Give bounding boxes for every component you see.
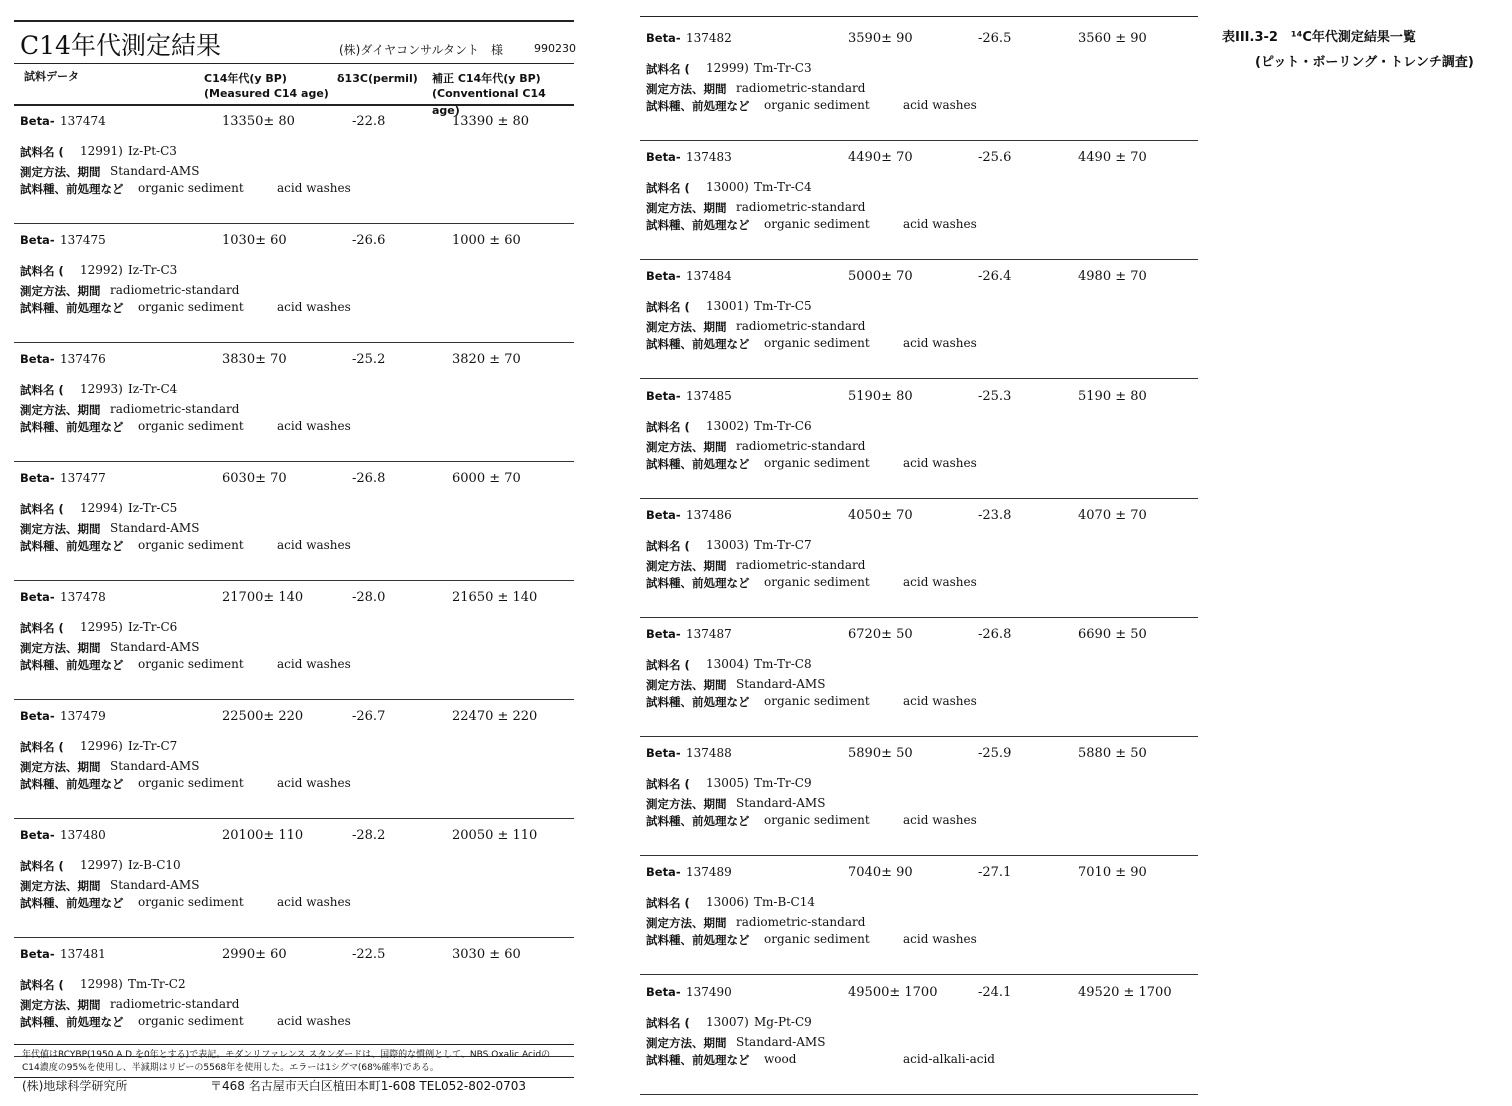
pretreatment-value: acid washes xyxy=(277,657,351,671)
material-label: 試料種、前処理など xyxy=(646,933,750,948)
material-value: organic sediment xyxy=(764,694,870,708)
beta-id: 137474 xyxy=(60,114,106,128)
footnote-line-1: 年代値はRCYBP(1950 A.D.を0年とする)で表記。モダンリファレンス スタンダードは、国際的な慣例として、NBS Oxalic Acidの xyxy=(22,1050,551,1060)
material-value: organic sediment xyxy=(764,455,870,470)
beta-label: Beta- xyxy=(20,947,55,961)
d13c-value: -27.1 xyxy=(978,865,1012,881)
sample-name: Iz-B-C10 xyxy=(128,858,181,872)
measured-age: 49500± 1700 xyxy=(848,984,938,1000)
sample-number: 12996) xyxy=(80,739,123,753)
sample-name: Mg-Pt-C9 xyxy=(754,1014,812,1029)
beta-id: 137475 xyxy=(60,233,106,247)
table-caption: 表III.3-2 ¹⁴C年代測定結果一覧 xyxy=(1222,30,1416,45)
sample-name-label: 試料名 ( xyxy=(20,264,64,278)
method-value: radiometric-standard xyxy=(736,915,866,930)
sample-name-label: 試料名 ( xyxy=(20,978,64,992)
measured-age: 22500± 220 xyxy=(222,709,304,724)
d13c-value: -25.9 xyxy=(978,746,1012,762)
sample-name-label: 試料名 ( xyxy=(20,383,64,397)
pretreatment-value: acid washes xyxy=(903,336,977,351)
material-value: organic sediment xyxy=(764,217,870,232)
measured-age: 20100± 110 xyxy=(222,828,304,843)
d13c-value: -26.6 xyxy=(352,233,386,248)
sample-name-label: 試料名 ( xyxy=(646,777,690,792)
record-separator xyxy=(640,855,1198,856)
measured-age: 21700± 140 xyxy=(222,590,304,605)
material-label: 試料種、前処理など xyxy=(20,1015,124,1029)
method-value: Standard-AMS xyxy=(110,878,200,892)
sample-name: Iz-Tr-C4 xyxy=(128,382,178,396)
method-label: 測定方法、期間 xyxy=(20,165,101,179)
material-value: organic sediment xyxy=(138,657,244,671)
d13c-value: -22.5 xyxy=(352,947,386,962)
sample-name: Iz-Tr-C6 xyxy=(128,620,178,634)
table-subcaption: (ピット・ボーリング・トレンチ調査) xyxy=(1255,55,1474,70)
header-conv-sub: (Conventional C14 age) xyxy=(432,87,546,117)
record-separator xyxy=(640,140,1198,141)
measured-age: 5000± 70 xyxy=(848,269,913,285)
pretreatment-value: acid washes xyxy=(903,813,977,828)
beta-id: 137489 xyxy=(686,865,732,880)
sample-record xyxy=(14,820,574,938)
pretreatment-value: acid washes xyxy=(903,694,977,708)
beta-label: Beta- xyxy=(646,865,681,880)
method-value: Standard-AMS xyxy=(110,759,200,773)
header-sample: 試料データ xyxy=(24,70,79,83)
method-value: radiometric-standard xyxy=(736,81,866,95)
sample-record xyxy=(14,463,574,581)
conventional-age: 6690 ± 50 xyxy=(1078,627,1147,642)
conventional-age: 21650 ± 140 xyxy=(452,590,538,605)
conventional-age: 20050 ± 110 xyxy=(452,828,538,843)
record-separator xyxy=(640,974,1198,975)
pretreatment-value: acid washes xyxy=(277,181,351,195)
material-label: 試料種、前処理など xyxy=(646,814,750,829)
material-label: 試料種、前処理など xyxy=(646,218,750,233)
conventional-age: 1000 ± 60 xyxy=(452,233,521,248)
record-separator xyxy=(14,580,574,581)
record-separator xyxy=(14,818,574,819)
method-value: radiometric-standard xyxy=(736,438,866,453)
method-label: 測定方法、期間 xyxy=(646,797,727,812)
sample-name-label: 試料名 ( xyxy=(646,300,690,315)
record-separator xyxy=(640,1094,1198,1095)
record-separator xyxy=(14,699,574,700)
sample-number: 12998) xyxy=(80,977,123,991)
sample-name: Tm-Tr-C9 xyxy=(754,776,812,791)
material-label: 試料種、前処理など xyxy=(20,896,124,910)
material-label: 試料種、前処理など xyxy=(20,777,124,791)
beta-id: 137487 xyxy=(686,627,732,641)
material-label: 試料種、前処理など xyxy=(646,575,750,590)
material-label: 試料種、前処理など xyxy=(646,99,750,113)
material-value: organic sediment xyxy=(138,300,244,314)
sample-name-label: 試料名 ( xyxy=(20,502,64,516)
material-label: 試料種、前処理など xyxy=(646,695,750,709)
pretreatment-value: acid washes xyxy=(277,419,351,433)
conventional-age: 3560 ± 90 xyxy=(1078,31,1147,46)
sample-name-label: 試料名 ( xyxy=(646,538,690,553)
method-value: Standard-AMS xyxy=(110,640,200,654)
measured-age: 13350± 80 xyxy=(222,114,295,129)
method-label: 測定方法、期間 xyxy=(20,403,101,417)
method-value: radiometric-standard xyxy=(736,200,866,215)
footnote-rule xyxy=(14,1044,574,1045)
beta-label: Beta- xyxy=(20,590,55,604)
d13c-value: -26.4 xyxy=(978,269,1012,285)
measured-age: 5190± 80 xyxy=(848,388,913,404)
conventional-age: 7010 ± 90 xyxy=(1078,865,1147,881)
material-label: 試料種、前処理など xyxy=(20,539,124,553)
beta-label: Beta- xyxy=(20,114,55,128)
method-label: 測定方法、期間 xyxy=(20,879,101,893)
material-value: organic sediment xyxy=(764,574,870,589)
sample-record xyxy=(640,23,1198,141)
sample-record xyxy=(640,261,1198,379)
conventional-age: 5880 ± 50 xyxy=(1078,746,1147,762)
sample-number: 13002) xyxy=(706,418,749,433)
sample-name: Tm-Tr-C8 xyxy=(754,657,812,671)
sample-record xyxy=(14,225,574,343)
conventional-age: 4980 ± 70 xyxy=(1078,269,1147,285)
sample-name-label: 試料名 ( xyxy=(646,62,690,76)
sample-record xyxy=(14,701,574,819)
conventional-age: 13390 ± 80 xyxy=(452,114,530,129)
sample-name: Iz-Pt-C3 xyxy=(128,144,177,158)
top-rule xyxy=(14,20,574,22)
sample-record xyxy=(14,344,574,462)
measured-age: 5890± 50 xyxy=(848,746,913,762)
conventional-age: 3820 ± 70 xyxy=(452,352,521,367)
method-value: Standard-AMS xyxy=(110,521,200,535)
method-value: radiometric-standard xyxy=(736,557,866,572)
material-label: 試料種、前処理など xyxy=(20,301,124,315)
method-label: 測定方法、期間 xyxy=(20,641,101,655)
method-label: 測定方法、期間 xyxy=(20,760,101,774)
beta-label: Beta- xyxy=(20,352,55,366)
record-separator xyxy=(14,461,574,462)
beta-id: 137477 xyxy=(60,471,106,485)
sample-record xyxy=(640,738,1198,856)
beta-id: 137485 xyxy=(686,388,732,403)
material-label: 試料種、前処理など xyxy=(646,1052,750,1067)
sample-name-label: 試料名 ( xyxy=(646,658,690,672)
method-value: radiometric-standard xyxy=(736,319,866,334)
sample-number: 13007) xyxy=(706,1014,749,1029)
beta-label: Beta- xyxy=(20,828,55,842)
sample-name: Iz-Tr-C5 xyxy=(128,501,178,515)
sample-number: 13004) xyxy=(706,657,749,671)
sample-number: 13006) xyxy=(706,895,749,910)
beta-id: 137480 xyxy=(60,828,106,842)
beta-id: 137478 xyxy=(60,590,106,604)
method-value: Standard-AMS xyxy=(736,796,826,811)
sample-record xyxy=(14,106,574,224)
beta-id: 137482 xyxy=(686,31,732,45)
sample-name: Tm-Tr-C2 xyxy=(128,977,186,991)
d13c-value: -26.7 xyxy=(352,709,386,724)
record-separator xyxy=(640,617,1198,618)
conventional-age: 6000 ± 70 xyxy=(452,471,521,486)
sample-record xyxy=(640,381,1198,499)
beta-label: Beta- xyxy=(20,233,55,247)
report-date: 990230 xyxy=(534,42,576,55)
sample-number: 13000) xyxy=(706,180,749,195)
sample-number: 12994) xyxy=(80,501,123,515)
material-value: organic sediment xyxy=(138,776,244,790)
header-conv: 補正 C14年代(y BP) xyxy=(432,72,541,85)
conventional-age: 4490 ± 70 xyxy=(1078,150,1147,166)
right-page xyxy=(640,0,1198,1106)
conventional-age: 5190 ± 80 xyxy=(1078,388,1147,404)
header-d13c: δ13C(permil) xyxy=(337,72,418,85)
measured-age: 4050± 70 xyxy=(848,507,913,523)
material-value: organic sediment xyxy=(138,538,244,552)
sample-name-label: 試料名 ( xyxy=(646,1015,690,1030)
record-separator xyxy=(14,342,574,343)
sample-record xyxy=(640,857,1198,975)
d13c-value: -26.8 xyxy=(978,627,1012,642)
measured-age: 7040± 90 xyxy=(848,865,913,881)
conventional-age: 3030 ± 60 xyxy=(452,947,521,962)
beta-id: 137481 xyxy=(60,947,106,961)
method-label: 測定方法、期間 xyxy=(20,284,101,298)
d13c-value: -25.6 xyxy=(978,150,1012,166)
sample-name-label: 試料名 ( xyxy=(20,740,64,754)
sample-name-label: 試料名 ( xyxy=(20,621,64,635)
sample-name-label: 試料名 ( xyxy=(646,896,690,911)
pretreatment-value: acid washes xyxy=(903,932,977,947)
pretreatment-value: acid washes xyxy=(277,300,351,314)
lab-name: (株)地球科学研究所 xyxy=(22,1079,128,1093)
pretreatment-value: acid washes xyxy=(903,455,977,470)
sample-number: 13003) xyxy=(706,537,749,552)
material-value: organic sediment xyxy=(138,1014,244,1028)
sample-record xyxy=(14,582,574,700)
right-top-rule xyxy=(640,16,1198,17)
page-title: C14年代測定結果 xyxy=(20,31,221,60)
measured-age: 4490± 70 xyxy=(848,150,913,166)
sample-number: 12995) xyxy=(80,620,123,634)
beta-label: Beta- xyxy=(20,471,55,485)
material-value: organic sediment xyxy=(138,895,244,909)
material-label: 試料種、前処理など xyxy=(646,337,750,352)
pretreatment-value: acid washes xyxy=(277,1014,351,1028)
pretreatment-value: acid washes xyxy=(903,98,977,112)
conventional-age: 4070 ± 70 xyxy=(1078,507,1147,523)
material-value: wood xyxy=(764,1051,797,1066)
d13c-value: -24.1 xyxy=(978,984,1012,1000)
pretreatment-value: acid washes xyxy=(903,217,977,232)
measured-age: 6030± 70 xyxy=(222,471,287,486)
beta-label: Beta- xyxy=(646,984,681,999)
beta-id: 137476 xyxy=(60,352,106,366)
footnote-line-2: C14濃度の95%を使用し、半減期はリビーの5568年を使用した。エラーは1シグマ(68%確率)である。 xyxy=(22,1063,439,1073)
sample-record xyxy=(640,142,1198,260)
sample-name: Tm-Tr-C5 xyxy=(754,299,812,314)
pretreatment-value: acid washes xyxy=(277,538,351,552)
record-separator xyxy=(640,259,1198,260)
lab-address: 〒468 名古屋市天白区植田本町1-608 TEL052-802-0703 xyxy=(210,1079,527,1093)
record-separator xyxy=(640,378,1198,379)
method-label: 測定方法、期間 xyxy=(20,522,101,536)
sample-name-label: 試料名 ( xyxy=(20,145,64,159)
sample-name: Tm-B-C14 xyxy=(754,895,815,910)
measured-age: 3590± 90 xyxy=(848,31,913,46)
sample-number: 12993) xyxy=(80,382,123,396)
d13c-value: -25.2 xyxy=(352,352,386,367)
beta-label: Beta- xyxy=(646,150,681,165)
material-label: 試料種、前処理など xyxy=(646,456,750,471)
method-value: radiometric-standard xyxy=(110,402,240,416)
pretreatment-value: acid washes xyxy=(903,574,977,589)
material-label: 試料種、前処理など xyxy=(20,420,124,434)
d13c-value: -28.2 xyxy=(352,828,386,843)
header-age-sub: (Measured C14 age) xyxy=(204,87,329,100)
sample-name: Tm-Tr-C3 xyxy=(754,61,812,75)
method-value: Standard-AMS xyxy=(736,677,826,691)
material-value: organic sediment xyxy=(764,336,870,351)
sample-name-label: 試料名 ( xyxy=(646,419,690,434)
record-separator xyxy=(640,736,1198,737)
beta-label: Beta- xyxy=(646,746,681,761)
record-separator xyxy=(640,498,1198,499)
method-label: 測定方法、期間 xyxy=(646,201,727,216)
d13c-value: -26.8 xyxy=(352,471,386,486)
method-label: 測定方法、期間 xyxy=(646,916,727,931)
conventional-age: 49520 ± 1700 xyxy=(1078,984,1172,1000)
sample-name: Tm-Tr-C7 xyxy=(754,537,812,552)
d13c-value: -22.8 xyxy=(352,114,386,129)
client-name: (株)ダイヤコンサルタント 様 xyxy=(339,43,504,57)
method-label: 測定方法、期間 xyxy=(646,439,727,454)
method-value: radiometric-standard xyxy=(110,997,240,1011)
pretreatment-value: acid-alkali-acid xyxy=(903,1051,995,1066)
sample-name: Iz-Tr-C3 xyxy=(128,263,178,277)
material-value: organic sediment xyxy=(138,419,244,433)
d13c-value: -23.8 xyxy=(978,507,1012,523)
material-value: organic sediment xyxy=(138,181,244,195)
sample-name: Tm-Tr-C4 xyxy=(754,180,812,195)
material-value: organic sediment xyxy=(764,98,870,112)
material-value: organic sediment xyxy=(764,932,870,947)
beta-id: 137486 xyxy=(686,507,732,522)
method-label: 測定方法、期間 xyxy=(646,320,727,335)
measured-age: 2990± 60 xyxy=(222,947,287,962)
beta-label: Beta- xyxy=(646,507,681,522)
method-value: Standard-AMS xyxy=(736,1034,826,1049)
method-label: 測定方法、期間 xyxy=(646,82,727,96)
material-label: 試料種、前処理など xyxy=(20,658,124,672)
beta-id: 137483 xyxy=(686,150,732,165)
method-value: Standard-AMS xyxy=(110,164,200,178)
conventional-age: 22470 ± 220 xyxy=(452,709,538,724)
sample-record xyxy=(14,939,574,1057)
pretreatment-value: acid washes xyxy=(277,895,351,909)
method-label: 測定方法、期間 xyxy=(646,1035,727,1050)
beta-label: Beta- xyxy=(646,269,681,284)
beta-label: Beta- xyxy=(20,709,55,723)
header-age: C14年代(y BP) xyxy=(204,72,287,85)
material-label: 試料種、前処理など xyxy=(20,182,124,196)
measured-age: 3830± 70 xyxy=(222,352,287,367)
sample-name-label: 試料名 ( xyxy=(20,859,64,873)
beta-id: 137484 xyxy=(686,269,732,284)
sample-name: Iz-Tr-C7 xyxy=(128,739,178,753)
sample-record xyxy=(640,500,1198,618)
d13c-value: -25.3 xyxy=(978,388,1012,404)
beta-id: 137479 xyxy=(60,709,106,723)
method-value: radiometric-standard xyxy=(110,283,240,297)
d13c-value: -28.0 xyxy=(352,590,386,605)
sample-record xyxy=(640,977,1198,1095)
record-separator xyxy=(14,937,574,938)
method-label: 測定方法、期間 xyxy=(646,678,727,692)
header-rule xyxy=(14,63,574,64)
sample-number: 12991) xyxy=(80,144,123,158)
sample-number: 12992) xyxy=(80,263,123,277)
pretreatment-value: acid washes xyxy=(277,776,351,790)
beta-label: Beta- xyxy=(646,388,681,403)
method-label: 測定方法、期間 xyxy=(646,558,727,573)
method-label: 測定方法、期間 xyxy=(20,998,101,1012)
beta-label: Beta- xyxy=(646,31,681,45)
left-page xyxy=(14,0,574,1106)
measured-age: 6720± 50 xyxy=(848,627,913,642)
sample-name: Tm-Tr-C6 xyxy=(754,418,812,433)
d13c-value: -26.5 xyxy=(978,31,1012,46)
sample-name-label: 試料名 ( xyxy=(646,181,690,196)
beta-label: Beta- xyxy=(646,627,681,641)
sample-number: 13005) xyxy=(706,776,749,791)
measured-age: 1030± 60 xyxy=(222,233,287,248)
beta-id: 137490 xyxy=(686,984,732,999)
sample-number: 12999) xyxy=(706,61,749,75)
material-value: organic sediment xyxy=(764,813,870,828)
beta-id: 137488 xyxy=(686,746,732,761)
sample-number: 12997) xyxy=(80,858,123,872)
record-separator xyxy=(14,223,574,224)
sample-record xyxy=(640,619,1198,737)
sample-number: 13001) xyxy=(706,299,749,314)
